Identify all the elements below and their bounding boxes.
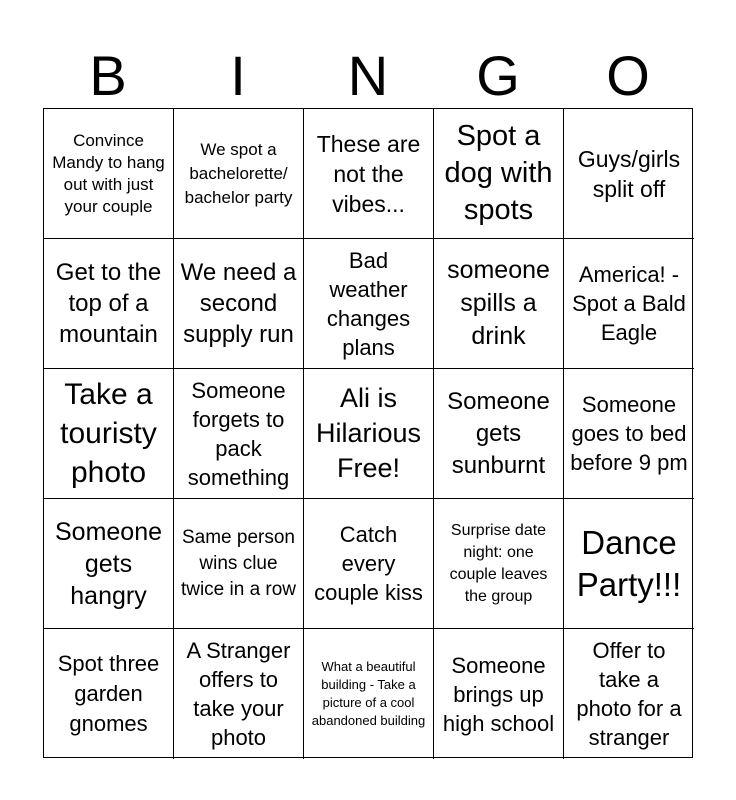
cell-text: Someone forgets to pack something (187, 377, 290, 490)
bingo-cell[interactable] (304, 239, 434, 369)
bingo-cell[interactable] (434, 629, 564, 759)
bingo-cell[interactable] (564, 109, 694, 239)
cell-text: someone spills a drink (447, 256, 550, 350)
bingo-cell[interactable] (44, 239, 174, 369)
bingo-cell[interactable] (564, 239, 694, 369)
cell-text: Someone gets sunburnt (447, 387, 550, 479)
cell-text: These are not the vibes... (316, 130, 421, 217)
bingo-cell[interactable] (434, 499, 564, 629)
cell-text: Ali is Hilarious Free! (315, 383, 422, 483)
header-letter-i: I (230, 44, 246, 107)
cell-text: Same person wins clue twice in a row (180, 526, 297, 600)
bingo-cell[interactable] (174, 629, 304, 759)
cell-text: A Stranger offers to take your photo (186, 638, 291, 750)
cell-text: Take a touristy photo (60, 378, 157, 489)
bingo-cell[interactable] (304, 369, 434, 499)
cell-text: Get to the top of a mountain (55, 259, 162, 348)
bingo-header (43, 44, 693, 108)
bingo-cell[interactable] (304, 499, 434, 629)
cell-text: Offer to take a photo for a stranger (576, 638, 682, 750)
cell-text: Convince Mandy to hang out with just your couple (52, 130, 165, 216)
header-letter-n: N (347, 44, 389, 107)
cell-text: We spot a bachelorette/ bachelor party (184, 139, 293, 207)
bingo-cell[interactable] (304, 629, 434, 759)
bingo-cell[interactable] (174, 499, 304, 629)
bingo-cell[interactable] (44, 109, 174, 239)
cell-text: What a beautiful building - Take a picture of a cool abandoned building (311, 659, 426, 728)
header-letter-o: O (606, 44, 650, 107)
cell-text: Someone gets hangry (54, 517, 163, 610)
bingo-cell[interactable] (44, 499, 174, 629)
bingo-cell[interactable] (564, 629, 694, 759)
bingo-cell[interactable] (564, 499, 694, 629)
cell-text: Guys/girls split off (577, 145, 681, 202)
cell-text: Dance Party!!! (576, 523, 682, 603)
header-letter-b: B (89, 44, 127, 107)
bingo-cell[interactable] (304, 109, 434, 239)
cell-text: Spot three garden gnomes (57, 651, 160, 736)
bingo-cell[interactable] (564, 369, 694, 499)
cell-text: Surprise date night: one couple leaves the group (449, 521, 548, 605)
bingo-cell[interactable] (174, 369, 304, 499)
bingo-cell[interactable] (174, 109, 304, 239)
bingo-board (43, 108, 693, 758)
bingo-cell[interactable] (44, 629, 174, 759)
bingo-cell[interactable] (174, 239, 304, 369)
cell-text: Bad weather changes plans (326, 247, 411, 360)
bingo-cell[interactable] (434, 369, 564, 499)
bingo-cell[interactable] (434, 239, 564, 369)
cell-text: Spot a dog with spots (444, 120, 553, 226)
bingo-cell[interactable] (434, 109, 564, 239)
header-letter-g: G (476, 44, 520, 107)
cell-text: We need a second supply run (180, 259, 297, 348)
cell-text: Someone goes to bed before 9 pm (570, 392, 688, 475)
bingo-cell[interactable] (44, 369, 174, 499)
cell-text: Catch every couple kiss (314, 522, 423, 605)
cell-text: America! - Spot a Bald Eagle (572, 262, 686, 345)
cell-text: Someone brings up high school (442, 652, 555, 736)
